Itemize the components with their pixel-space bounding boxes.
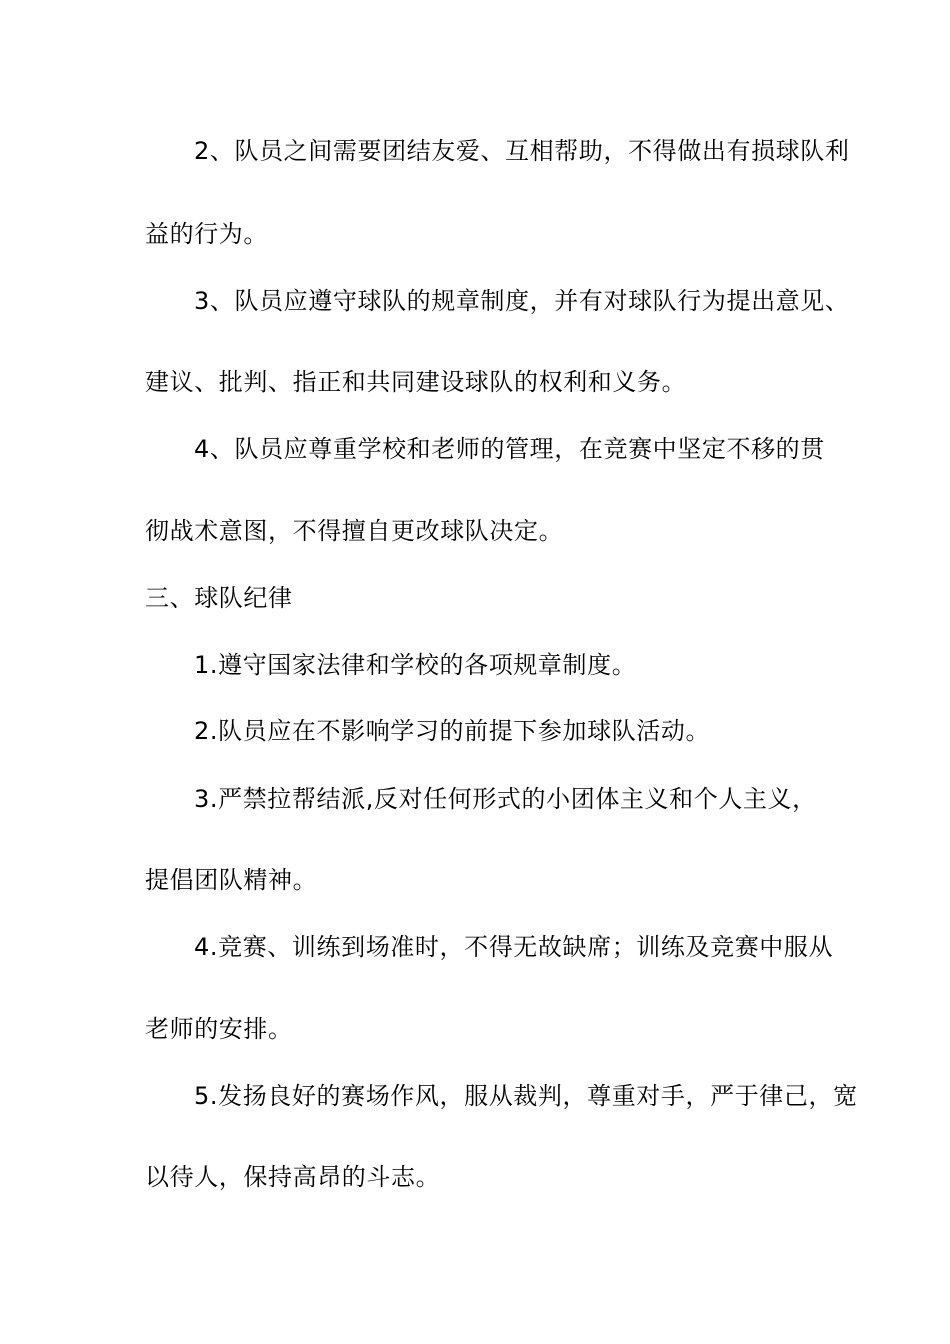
paragraph-line: 2、队员之间需要团结友爱、互相帮助，不得做出有损球队利 (194, 137, 850, 165)
paragraph-line: 3、队员应遵守球队的规章制度，并有对球队行为提出意见、 (194, 287, 850, 315)
list-item-line: 1.遵守国家法律和学校的各项规章制度。 (194, 651, 637, 679)
list-item-line: 以待人，保持高昂的斗志。 (145, 1163, 441, 1191)
list-item-line: 2.队员应在不影响学习的前提下参加球队活动。 (194, 717, 711, 745)
list-item-line: 提倡团队精神。 (145, 866, 318, 894)
paragraph-line: 益的行为。 (145, 220, 268, 248)
paragraph-line: 4、队员应尊重学校和老师的管理，在竞赛中坚定不移的贯 (194, 435, 825, 463)
section-heading: 三、球队纪律 (145, 584, 293, 612)
paragraph-line: 彻战术意图，不得擅自更改球队决定。 (145, 517, 564, 545)
list-item-line: 4.竞赛、训练到场准时，不得无故缺席；训练及竞赛中服从 (194, 933, 834, 961)
paragraph-line: 建议、批判、指正和共同建设球队的权利和义务。 (145, 368, 687, 396)
list-item-line: 3.严禁拉帮结派,反对任何形式的小团体主义和个人主义， (194, 785, 817, 813)
list-item-line: 老师的安排。 (145, 1015, 293, 1043)
list-item-line: 5.发扬良好的赛场作风，服从裁判，尊重对手，严于律己，宽 (194, 1082, 858, 1110)
